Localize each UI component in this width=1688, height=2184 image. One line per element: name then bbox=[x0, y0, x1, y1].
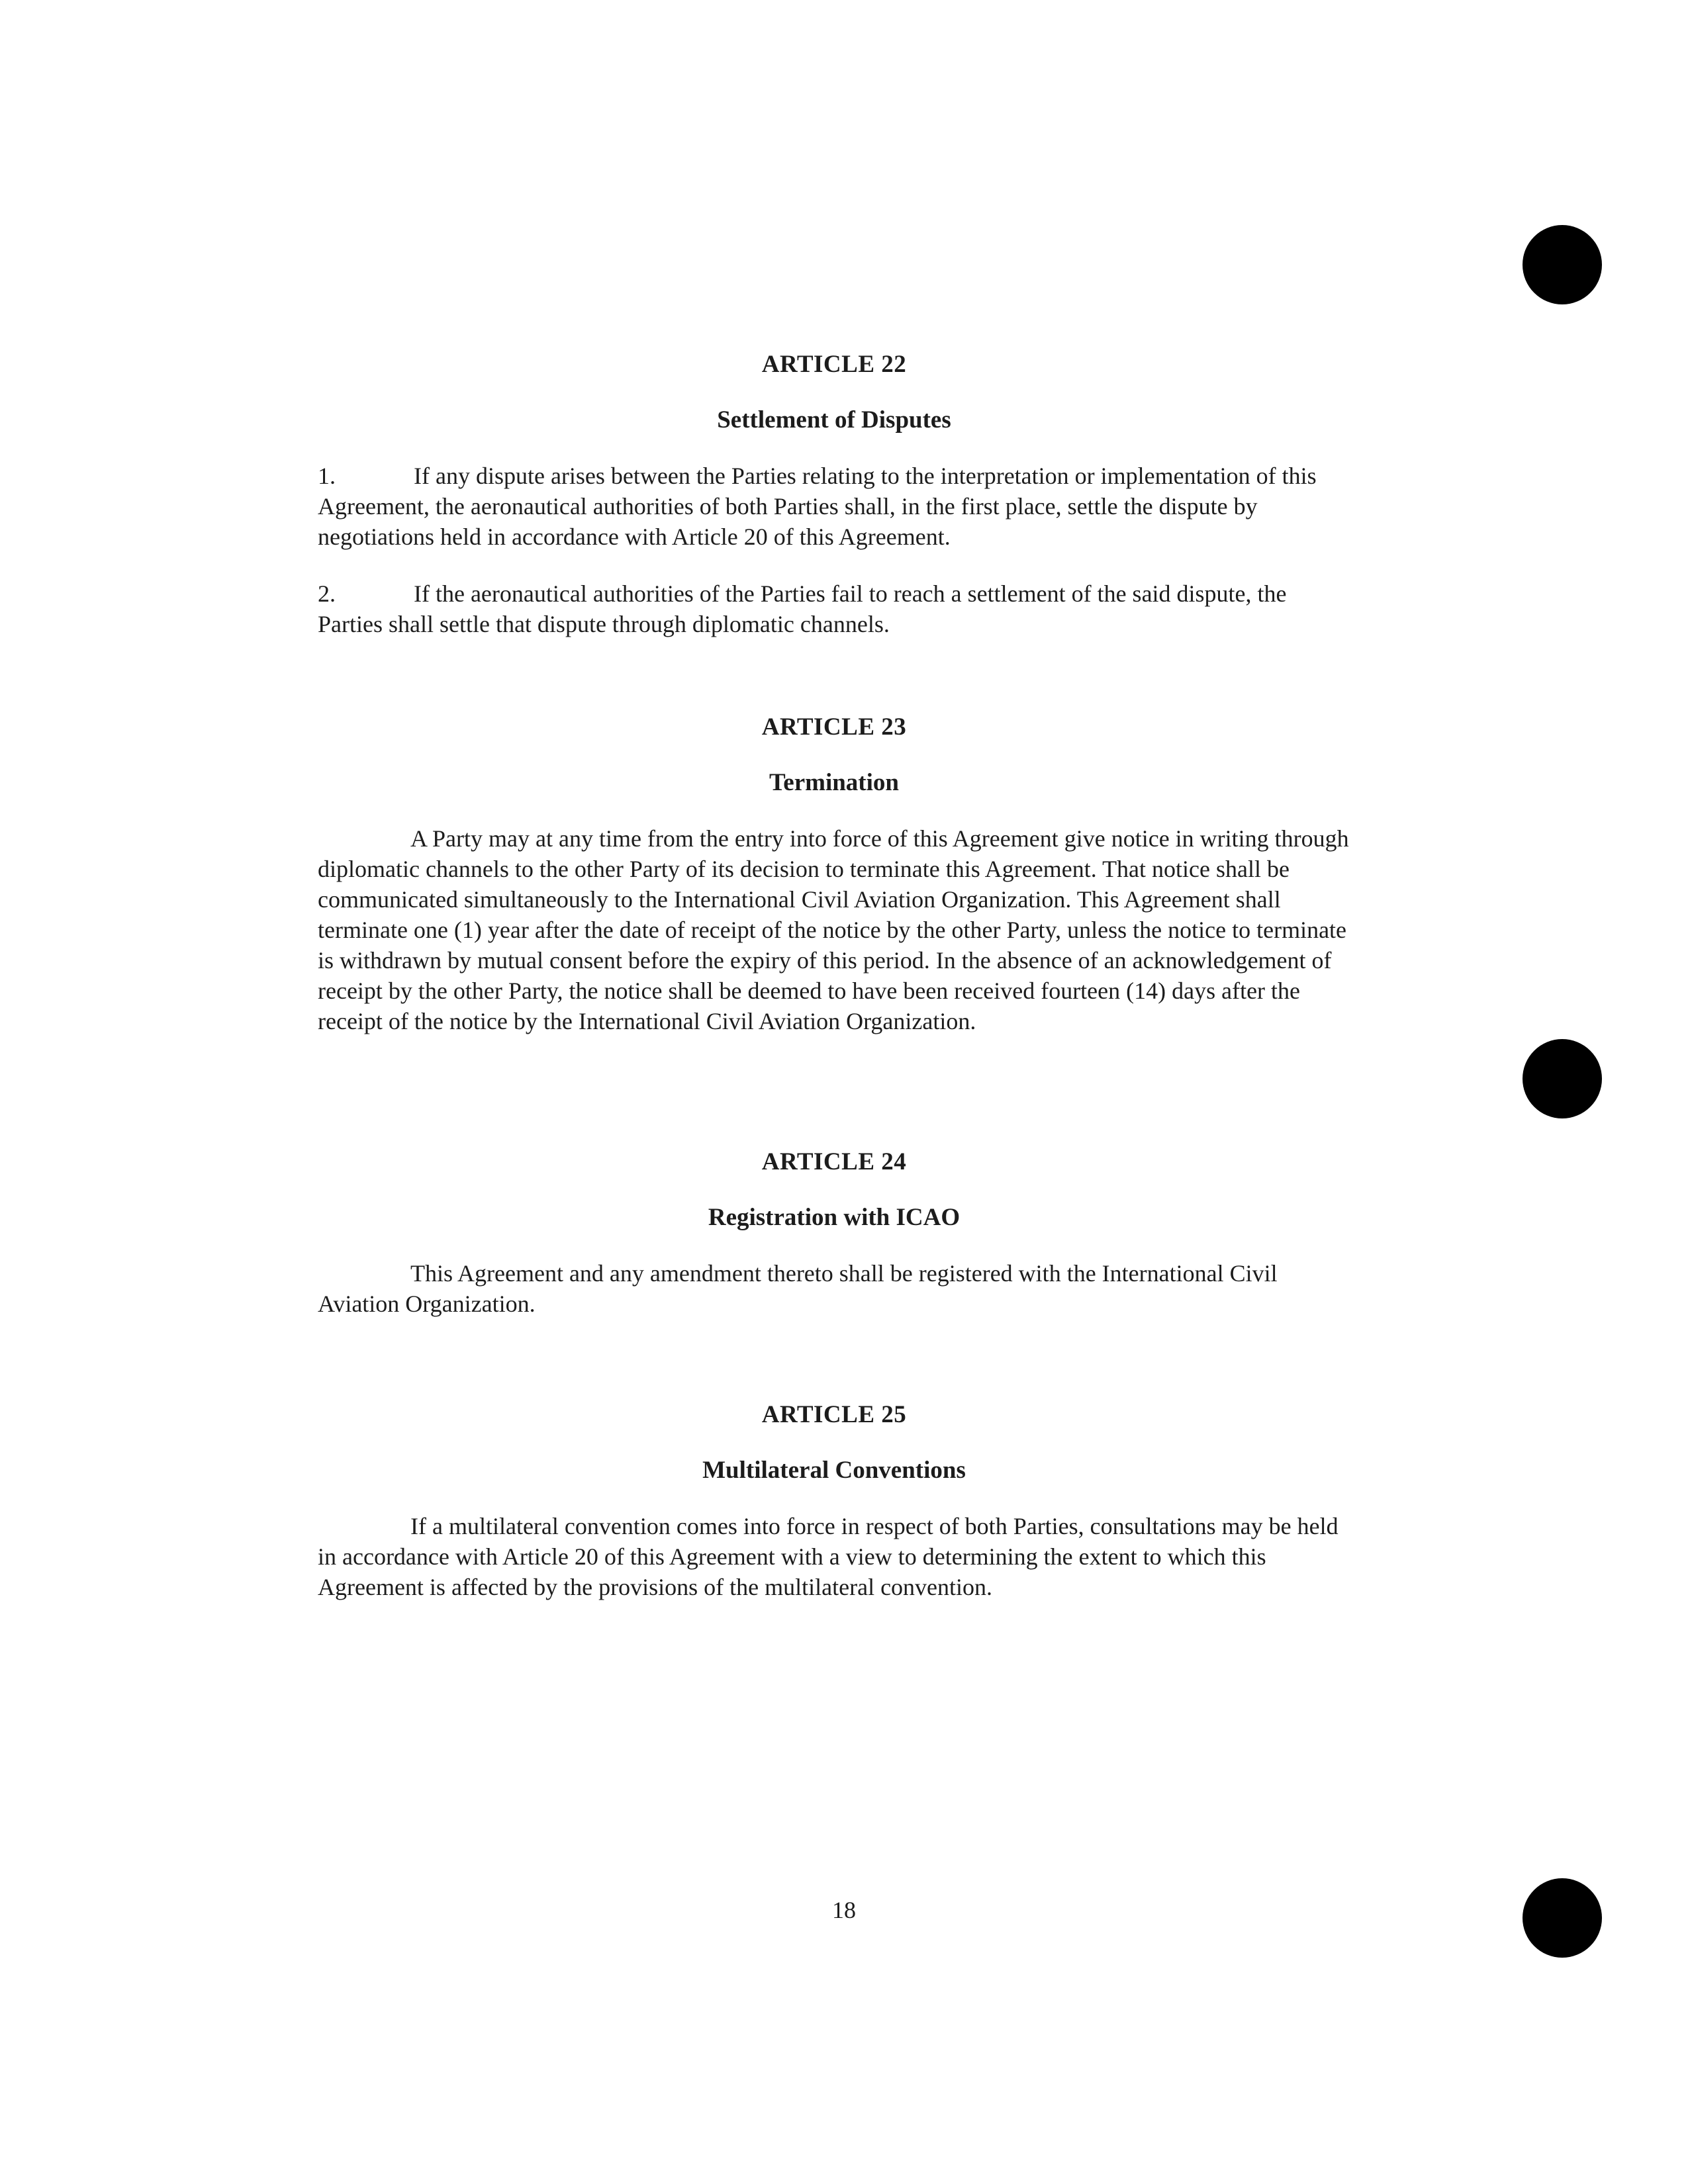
numbered-paragraph bbox=[318, 578, 1350, 639]
punch-hole-top bbox=[1523, 225, 1602, 304]
paragraph-text: If a multilateral convention comes into force in respect of both Parties, consultations may be held in accordance with Article 20 of this Agreement with a view to determining the extent to which this Agreement is affected by the provisions of the multilateral convention. bbox=[318, 1513, 1338, 1600]
page-number: 18 bbox=[832, 1897, 856, 1923]
paragraph-number: 2. bbox=[318, 580, 336, 607]
article-heading: ARTICLE 23 bbox=[761, 713, 907, 741]
article-24 bbox=[318, 1148, 1350, 1345]
article-body bbox=[318, 1258, 1350, 1319]
paragraph-text: If any dispute arises between the Parties relating to the interpretation or implementation of this Agreement, the aeronautical authorities of both Parties shall, in the first place, settle the dispute by negotiations held in accordance with Article 20 of this Agreement. bbox=[318, 463, 1317, 550]
numbered-paragraph bbox=[318, 461, 1350, 552]
article-title: Termination bbox=[769, 769, 899, 796]
article-body bbox=[318, 1511, 1350, 1602]
article-22 bbox=[318, 351, 1350, 666]
article-heading: ARTICLE 24 bbox=[761, 1148, 907, 1175]
article-title: Registration with ICAO bbox=[708, 1204, 961, 1231]
article-title: Multilateral Conventions bbox=[702, 1457, 966, 1484]
article-25 bbox=[318, 1401, 1350, 1629]
punch-hole-middle bbox=[1523, 1039, 1602, 1118]
article-title: Settlement of Disputes bbox=[717, 406, 951, 433]
article-body bbox=[318, 823, 1350, 1036]
paragraph-number: 1. bbox=[318, 463, 336, 489]
paragraph-text: If the aeronautical authorities of the Parties fail to reach a settlement of the said dispute, the Parties shall settle that dispute through diplomatic channels. bbox=[318, 580, 1287, 637]
article-heading: ARTICLE 25 bbox=[761, 1401, 907, 1428]
article-heading: ARTICLE 22 bbox=[761, 351, 907, 378]
article-body bbox=[318, 461, 1350, 639]
article-23 bbox=[318, 713, 1350, 1063]
paragraph-text: A Party may at any time from the entry into force of this Agreement give notice in writing through diplomatic channels to the other Party of its decision to terminate this Agreement. That notice shall be communicated simultaneously to the International Civil Aviation Organization. This Agreement shall terminate one (1) year after the date of receipt of the notice by the other Party, unless the notice to terminate is withdrawn by mutual consent before the expiry of this period. In the absence of an acknowledgement of receipt by the other Party, the notice shall be deemed to have been received fourteen (14) days after the receipt of the notice by the International Civil Aviation Organization. bbox=[318, 825, 1349, 1034]
paragraph-text: This Agreement and any amendment thereto shall be registered with the International Civil Aviation Organization. bbox=[318, 1260, 1278, 1317]
